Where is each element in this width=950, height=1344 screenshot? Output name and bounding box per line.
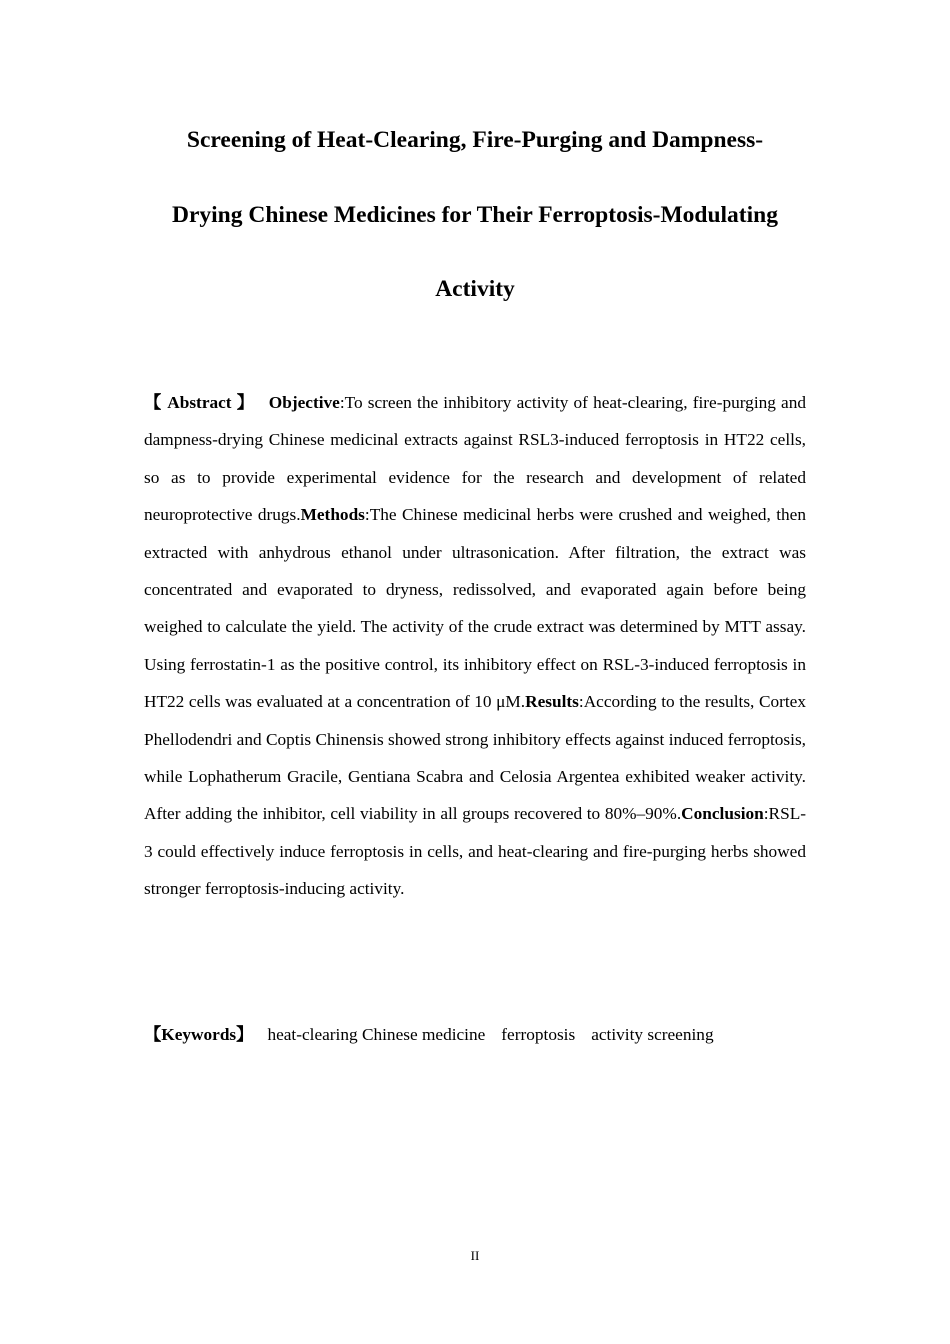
results-text: :According to the results, Cortex Phellodendri and Coptis Chinensis showed strong inhibitory effects against induced ferroptosis, while Lophatherum Gracile, Gentiana Scabra and Celosia Argentea exhibited weaker activity. After adding the inhibitor, cell viability in all groups recovered to 80%–90%. <box>144 692 806 824</box>
results-heading: Results <box>525 692 579 712</box>
page-number: II <box>470 1248 480 1263</box>
objective-heading: Objective <box>268 393 340 412</box>
conclusion-heading: Conclusion <box>681 804 764 824</box>
conclusion-text: :RSL-3 could effectively induce ferroptosis in cells, and heat-clearing and fire-purging herbs showed stronger ferroptosis-inducing activity. <box>144 804 806 899</box>
paper-title <box>140 103 810 327</box>
keyword-item: ferroptosis <box>501 1025 576 1044</box>
keyword-item: activity screening <box>591 1025 714 1044</box>
keywords-line <box>144 1017 806 1053</box>
keyword-item: heat-clearing Chinese medicine <box>267 1025 486 1044</box>
objective-text: :To screen the inhibitory activity of heat-clearing, fire-purging and dampness-drying Chinese medicinal extracts against RSL3-induced ferroptosis in HT22 cells, so as to provide experimental evidence for the research and development of related neuroprotective drugs. <box>144 393 806 525</box>
title-line-1: Screening of Heat-Clearing, Fire-Purging and Dampness- <box>186 127 764 153</box>
methods-text: :The Chinese medicinal herbs were crushed and weighed, then extracted with anhydrous ethanol under ultrasonication. After filtration, the extract was concentrated and evaporated to dryness, redissolved, and evaporated again before being weighed to calculate the yield. The activity of the crude extract was determined by MTT assay. Using ferrostatin-1 as the positive control, its inhibitory effect on RSL-3-induced ferroptosis in HT22 cells was evaluated at a concentration of 10 μM. <box>144 505 806 712</box>
title-line-2: Drying Chinese Medicines for Their Ferroptosis-Modulating <box>172 201 778 228</box>
title-line-3: Activity <box>435 276 515 302</box>
keywords-label: 【Keywords】 <box>144 1025 254 1044</box>
abstract-label: 【 Abstract 】 <box>144 393 255 412</box>
methods-heading: Methods <box>300 505 365 525</box>
abstract-paragraph <box>144 384 806 908</box>
